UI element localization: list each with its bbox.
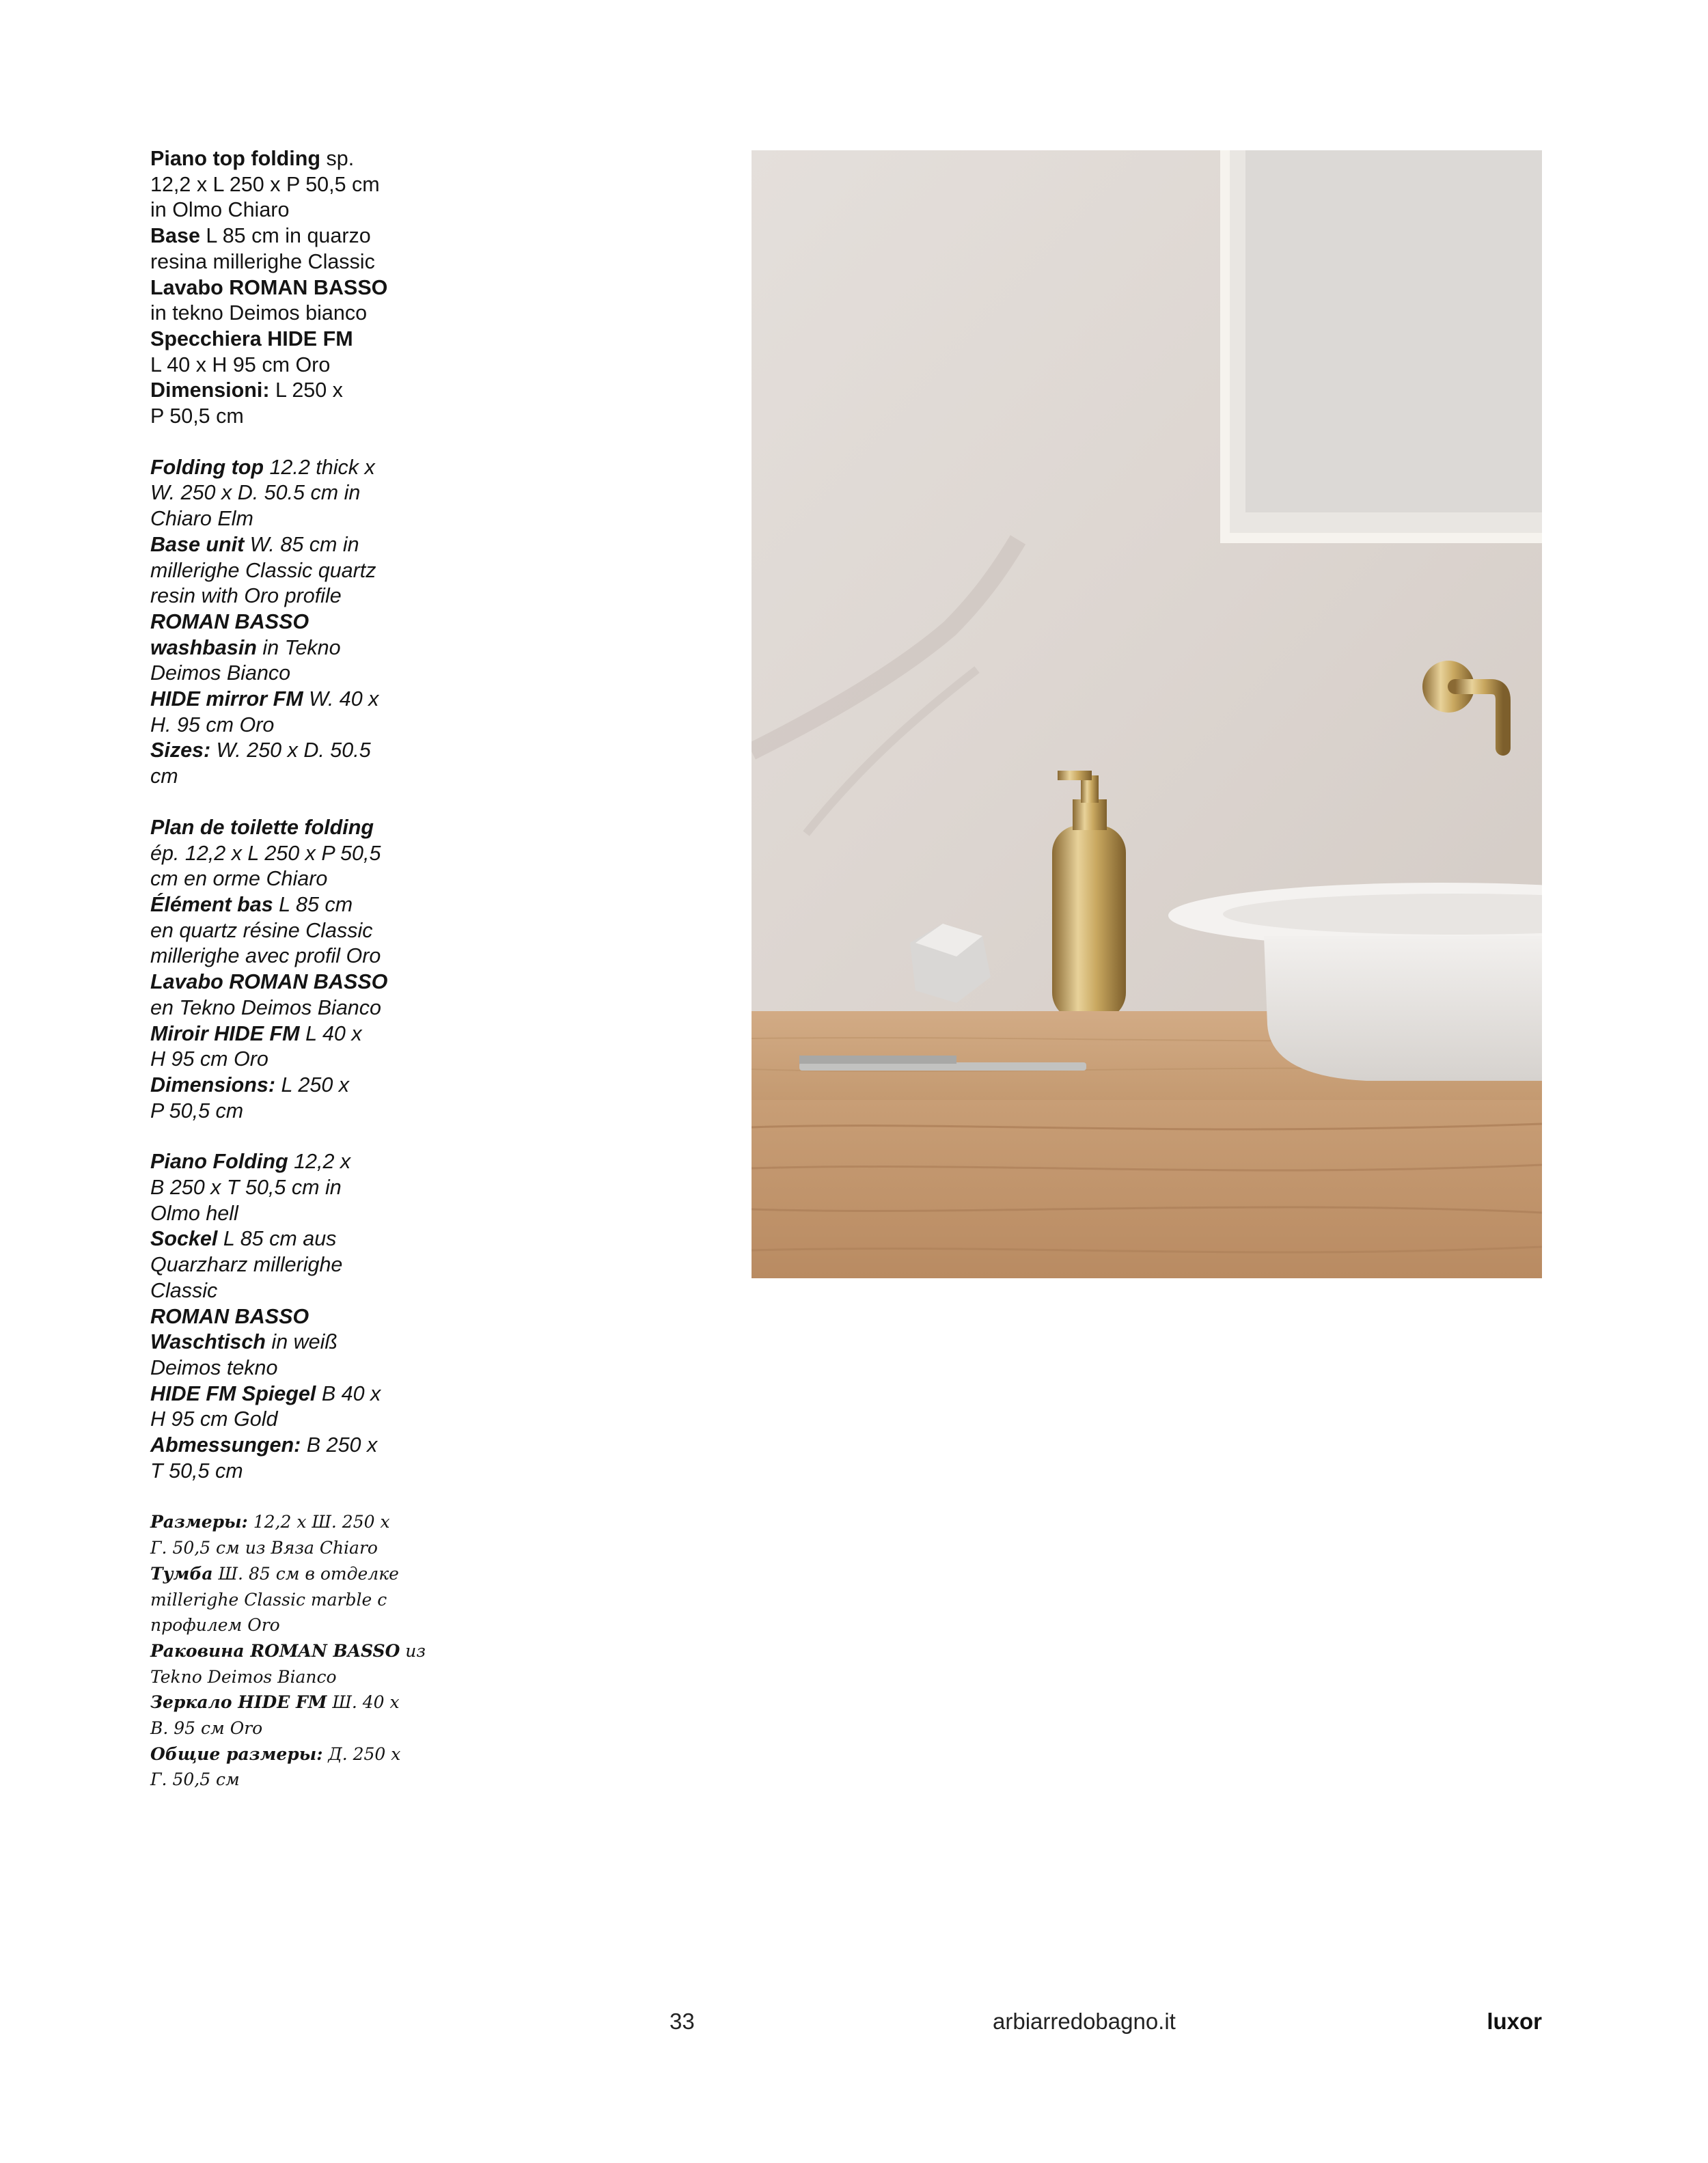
detail-text: L 85 cm <box>273 892 353 916</box>
description-line <box>150 223 437 249</box>
bold-label: Élément bas <box>150 892 273 916</box>
detail-text: cm <box>150 764 178 788</box>
bold-label: Тумба <box>150 1563 213 1584</box>
description-line <box>150 1535 437 1561</box>
bold-label: Dimensions: <box>150 1073 276 1097</box>
description-line <box>150 866 437 892</box>
description-line <box>150 609 437 635</box>
detail-text: cm en orme Chiaro <box>150 867 328 891</box>
description-english <box>150 455 437 790</box>
description-line <box>150 764 437 790</box>
detail-text: in weiß <box>265 1330 338 1354</box>
description-line <box>150 1459 437 1485</box>
brand-name: luxor <box>1487 2009 1542 2034</box>
bold-label: Waschtisch <box>150 1330 266 1354</box>
bold-label: HIDE mirror FM <box>150 687 303 711</box>
detail-text: millerighe Classic marble с <box>150 1589 387 1610</box>
detail-text: B 40 x <box>316 1381 381 1405</box>
detail-text: sp. <box>320 147 355 170</box>
description-line <box>150 1073 437 1099</box>
detail-text: L 40 x <box>299 1021 362 1045</box>
description-line <box>150 455 437 481</box>
detail-text: Olmo hell <box>150 1201 238 1225</box>
description-line <box>150 1741 437 1767</box>
detail-text: in tekno Deimos bianco <box>150 301 368 325</box>
bold-label: Lavabo ROMAN BASSO <box>150 275 388 299</box>
bold-label: Lavabo ROMAN BASSO <box>150 970 388 994</box>
description-line <box>150 892 437 918</box>
description-line <box>150 841 437 867</box>
description-line <box>150 995 437 1021</box>
description-line <box>150 1047 437 1073</box>
detail-text: en quartz résine Classic <box>150 918 373 942</box>
detail-text: H 95 cm Oro <box>150 1047 268 1071</box>
detail-text: Deimos tekno <box>150 1355 278 1379</box>
description-line <box>150 1355 437 1381</box>
description-line <box>150 404 437 430</box>
bold-label: Dimensioni: <box>150 378 270 402</box>
description-line <box>150 301 437 327</box>
bold-label: Plan de toilette folding <box>150 815 374 839</box>
bold-label: Base <box>150 224 200 248</box>
description-line <box>150 275 437 301</box>
description-line <box>150 1278 437 1304</box>
detail-text: Г. 50,5 см <box>150 1769 240 1790</box>
bold-label: Sockel <box>150 1227 218 1251</box>
detail-text: Ш. 40 x <box>327 1692 400 1713</box>
detail-text: resin with Oro profile <box>150 584 342 608</box>
detail-text: 12,2 x Ш. 250 x <box>247 1512 390 1532</box>
description-line <box>150 1201 437 1227</box>
detail-text: P 50,5 cm <box>150 1099 244 1122</box>
description-line <box>150 558 437 584</box>
bold-label: Specchiera HIDE FM <box>150 327 353 350</box>
description-line <box>150 146 437 172</box>
bold-label: ROMAN BASSO <box>150 609 309 633</box>
detail-text: 12,2 x <box>288 1150 351 1174</box>
detail-text: W. 40 x <box>303 687 379 711</box>
description-line <box>150 1638 437 1664</box>
description-italian <box>150 146 437 430</box>
bold-label: Piano Folding <box>150 1150 288 1174</box>
bold-label: Sizes: <box>150 739 211 762</box>
detail-text: L 85 cm aus <box>217 1227 337 1251</box>
detail-text: millerighe Classic quartz <box>150 558 376 582</box>
description-line <box>150 1767 437 1793</box>
description-line <box>150 480 437 506</box>
description-line <box>150 1561 437 1587</box>
detail-text: L 85 cm in quarzo <box>199 224 371 248</box>
description-line <box>150 249 437 275</box>
bold-label: HIDE FM Spiegel <box>150 1381 316 1405</box>
detail-text: in Olmo Chiaro <box>150 198 290 222</box>
detail-text: Chiaro Elm <box>150 507 253 531</box>
description-line <box>150 197 437 223</box>
detail-text: Ш. 85 см в отделке <box>212 1563 399 1584</box>
description-line <box>150 327 437 353</box>
description-line <box>150 815 437 841</box>
detail-text: Г. 50,5 см из Вяза Chiaro <box>150 1538 378 1558</box>
detail-text: В. 95 см Oro <box>150 1718 263 1739</box>
description-line <box>150 1587 437 1613</box>
detail-text: Quarzharz millerighe <box>150 1253 343 1277</box>
description-line <box>150 532 437 558</box>
description-line <box>150 1304 437 1330</box>
description-line <box>150 969 437 995</box>
product-photo <box>752 150 1542 1278</box>
description-line <box>150 1252 437 1278</box>
description-line <box>150 583 437 609</box>
detail-text: L 250 x <box>269 378 343 402</box>
detail-text: 12.2 thick x <box>264 455 375 479</box>
detail-text: профилем Oro <box>150 1615 280 1636</box>
detail-text: Tekno Deimos Bianco <box>150 1666 337 1687</box>
description-line <box>150 943 437 969</box>
detail-text: B 250 x T 50,5 cm in <box>150 1176 342 1200</box>
detail-text: W. 250 x D. 50.5 cm in <box>150 481 361 505</box>
website-link[interactable]: arbiarredobagno.it <box>993 2009 1176 2034</box>
detail-text: in Tekno <box>256 635 341 659</box>
description-line <box>150 1021 437 1047</box>
bold-label: Base unit <box>150 532 245 556</box>
detail-text: ép. 12,2 x L 250 x P 50,5 <box>150 841 381 865</box>
description-line <box>150 353 437 378</box>
detail-text: en Tekno Deimos Bianco <box>150 995 381 1019</box>
description-line <box>150 1099 437 1125</box>
description-line <box>150 918 437 944</box>
description-line <box>150 687 437 713</box>
bold-label: Общие размеры: <box>150 1744 323 1764</box>
description-line <box>150 1509 437 1535</box>
detail-text: Classic <box>150 1278 218 1302</box>
detail-text: 12,2 x L 250 x P 50,5 cm <box>150 172 380 196</box>
detail-text: L 250 x <box>275 1073 350 1097</box>
description-line <box>150 378 437 404</box>
page-number: 33 <box>670 2009 695 2034</box>
description-line <box>150 1226 437 1252</box>
description-line <box>150 1612 437 1638</box>
description-line <box>150 1407 437 1433</box>
bold-label: Miroir HIDE FM <box>150 1021 300 1045</box>
bold-label: washbasin <box>150 635 257 659</box>
description-line <box>150 635 437 661</box>
bold-label: Folding top <box>150 455 264 479</box>
description-line <box>150 1690 437 1716</box>
detail-text: P 50,5 cm <box>150 404 244 428</box>
description-line <box>150 506 437 532</box>
bold-label: Abmessungen: <box>150 1433 301 1457</box>
description-line <box>150 661 437 687</box>
bold-label: Piano top folding <box>150 147 321 170</box>
detail-text: из <box>400 1640 426 1661</box>
description-line <box>150 738 437 764</box>
description-line <box>150 1664 437 1690</box>
bold-label: ROMAN BASSO <box>150 1304 309 1328</box>
description-french <box>150 815 437 1124</box>
detail-text: H 95 cm Gold <box>150 1407 278 1431</box>
detail-text: millerighe avec profil Oro <box>150 944 381 968</box>
detail-text: W. 250 x D. 50.5 <box>210 739 371 762</box>
detail-text: L 40 x H 95 cm Oro <box>150 353 331 376</box>
detail-text: T 50,5 cm <box>150 1459 243 1483</box>
bold-label: Раковина ROMAN BASSO <box>150 1640 400 1661</box>
description-line <box>150 1433 437 1459</box>
description-line <box>150 1716 437 1741</box>
description-line <box>150 713 437 739</box>
bold-label: Зеркало HIDE FM <box>150 1692 327 1713</box>
detail-text: B 250 x <box>301 1433 378 1457</box>
description-line <box>150 1175 437 1201</box>
description-line <box>150 1330 437 1355</box>
detail-text: Д. 250 x <box>322 1744 401 1764</box>
detail-text: Deimos Bianco <box>150 661 291 685</box>
bold-label: Размеры: <box>150 1512 248 1532</box>
detail-text: resina millerighe Classic <box>150 249 375 273</box>
description-line <box>150 172 437 198</box>
description-russian <box>150 1509 437 1793</box>
description-line <box>150 1149 437 1175</box>
product-description-column <box>150 146 437 1818</box>
description-german <box>150 1149 437 1484</box>
detail-text: W. 85 cm in <box>244 532 359 556</box>
detail-text: H. 95 cm Oro <box>150 713 275 736</box>
description-line <box>150 1381 437 1407</box>
